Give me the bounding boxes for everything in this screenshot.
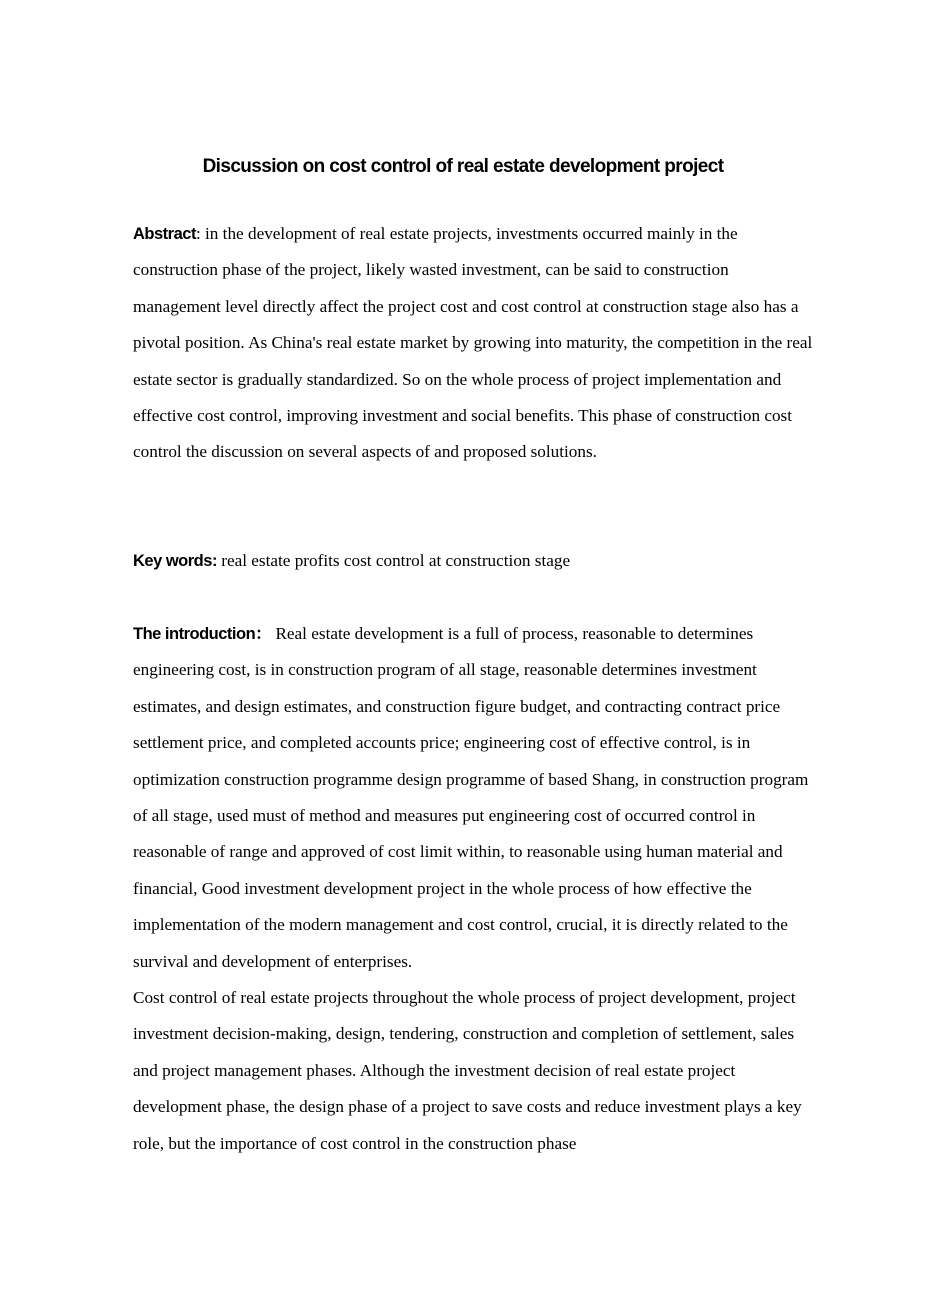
introduction-label: The introduction： xyxy=(133,625,272,643)
abstract-paragraph xyxy=(133,216,817,471)
keywords-label: Key words: xyxy=(133,552,217,570)
body-paragraph: Cost control of real estate projects throughout the whole process of project development, project investment decision-making, design, tendering, construction and completion of settlement, sales and project management phases. Although the investment decision of real estate project development phase, the design phase of a project to save costs and reduce investment plays a key role, but the importance of cost control in the construction phase xyxy=(133,988,802,1153)
keywords-paragraph xyxy=(133,543,817,579)
introduction-paragraph xyxy=(133,616,817,980)
keywords-text: real estate profits cost control at construction stage xyxy=(216,551,571,570)
abstract-text: : in the development of real estate projects, investments occurred mainly in the construction phase of the project, likely wasted investment, can be said to construction management level directly affect the project cost and cost control at construction stage also has a pivotal position. As China's real estate market by growing into maturity, the competition in the real estate sector is gradually standardized. So on the whole process of project implementation and effective cost control, improving investment and social benefits. This phase of construction cost control the discussion on several aspects of and proposed solutions. xyxy=(133,224,813,462)
document-title: Discussion on cost control of real estate development project xyxy=(202,156,724,177)
introduction-text: Real estate development is a full of process, reasonable to determines engineering cost, is in construction program of all stage, reasonable determines investment estimates, and design estimates, and construction figure budget, and contracting contract price settlement price, and completed accounts price; engineering cost of effective control, is in optimization construction programme design programme of based Shang, in construction program of all stage, used must of method and measures put engineering cost of occurred control in reasonable of range and approved of cost limit within, to reasonable using human material and financial, Good investment development project in the whole process of how effective the implementation of the modern management and cost control, crucial, it is directly related to the survival and development of enterprises. xyxy=(133,624,809,971)
abstract-label: Abstract xyxy=(133,225,196,243)
